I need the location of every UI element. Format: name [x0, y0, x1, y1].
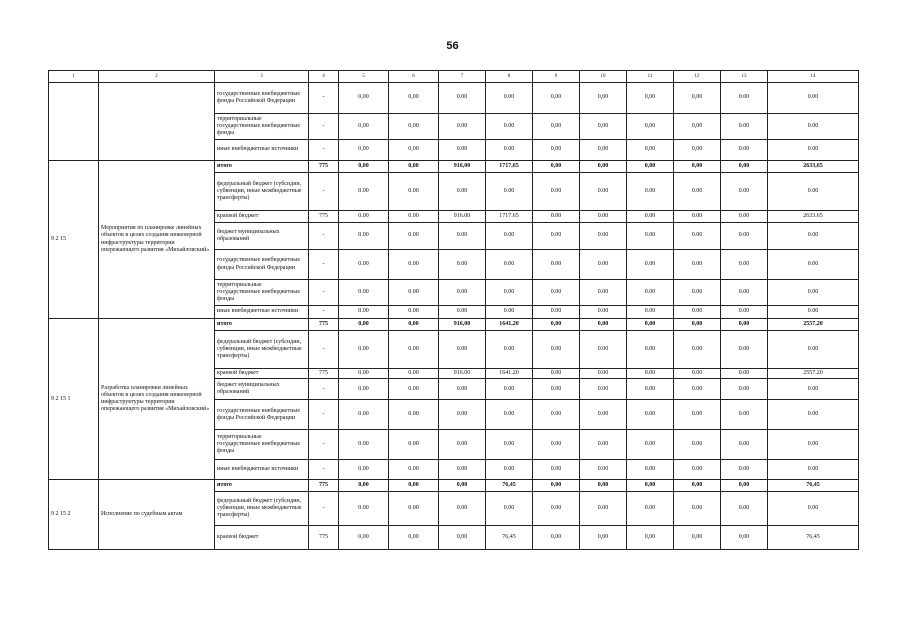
source-label: государственные внебюджетные фонды Российской Федерации	[215, 83, 309, 114]
value-cell: 0.00	[389, 400, 439, 430]
value-cell: 0,00	[627, 319, 674, 331]
value-cell: 0.00	[339, 306, 389, 319]
value-cell: 0,00	[533, 83, 580, 114]
value-cell: 0.00	[721, 331, 768, 369]
value-cell: 0.00	[486, 379, 533, 400]
source-label: территориальные государственные внебюджетные фонды	[215, 114, 309, 140]
table-row-total	[49, 319, 859, 331]
value-cell: 0,00	[627, 161, 674, 173]
source-label: бюджет муниципальных образований	[215, 379, 309, 400]
value-cell: 0.00	[580, 400, 627, 430]
value-cell: 2557.20	[768, 369, 859, 379]
item-name: Мероприятия по планировке линейных объектов в целях создания инженерной инфраструктуры территории опережающего развития «Михайловский»	[99, 161, 215, 319]
value-cell: 0.00	[721, 223, 768, 250]
value-cell: 775	[309, 319, 339, 331]
value-cell: 0.00	[580, 280, 627, 306]
value-cell: 0.00	[721, 250, 768, 280]
value-cell: 0.00	[721, 280, 768, 306]
source-label: федеральный бюджет (субсидии, субвенции, иные межбюджетные трансферты)	[215, 331, 309, 369]
value-cell: 0.00	[533, 306, 580, 319]
value-cell: 0,00	[389, 526, 439, 550]
value-cell: 0.00	[721, 369, 768, 379]
table-row-total	[49, 161, 859, 173]
value-cell: 0.00	[339, 173, 389, 211]
value-cell: 916.00	[439, 211, 486, 223]
source-label: итого	[215, 319, 309, 331]
value-cell: 0.00	[580, 173, 627, 211]
value-cell: -	[309, 83, 339, 114]
value-cell: 0.00	[768, 400, 859, 430]
value-cell: 0.00	[580, 369, 627, 379]
header-cell: 10	[580, 71, 627, 83]
value-cell: 0,00	[533, 319, 580, 331]
value-cell: 0.00	[768, 250, 859, 280]
value-cell: 0.00	[486, 173, 533, 211]
value-cell: 0.00	[389, 492, 439, 526]
header-cell: 8	[486, 71, 533, 83]
value-cell: 0.00	[533, 173, 580, 211]
value-cell: 0.00	[389, 211, 439, 223]
value-cell: 0.00	[580, 223, 627, 250]
value-cell: 775	[309, 211, 339, 223]
value-cell: 0,00	[721, 319, 768, 331]
value-cell: 0,00	[674, 161, 721, 173]
value-cell: 0.00	[721, 83, 768, 114]
page-number: 56	[446, 40, 459, 52]
value-cell: 0.00	[486, 223, 533, 250]
item-name: Разработка планировки линейных объектов в целях создания инженерной инфраструктуры территории опережающего развития «Михайловский»	[99, 319, 215, 480]
value-cell: 0.00	[486, 114, 533, 140]
item-code: 9 2 15	[49, 161, 99, 319]
value-cell: 0.00	[439, 306, 486, 319]
item-code: 9 2 15 2	[49, 480, 99, 550]
value-cell: -	[309, 430, 339, 460]
value-cell: 775	[309, 369, 339, 379]
header-cell: 6	[389, 71, 439, 83]
value-cell: 0.00	[674, 306, 721, 319]
table-row-total	[49, 480, 859, 492]
value-cell: 0.00	[533, 280, 580, 306]
value-cell: 916.00	[439, 369, 486, 379]
value-cell: 0.00	[580, 331, 627, 369]
value-cell: 0.00	[627, 492, 674, 526]
value-cell: 0.00	[486, 306, 533, 319]
value-cell: 0.00	[439, 223, 486, 250]
value-cell: 76,45	[768, 526, 859, 550]
value-cell: -	[309, 379, 339, 400]
value-cell: 0.00	[768, 173, 859, 211]
value-cell: 0,00	[627, 83, 674, 114]
value-cell: 0.00	[768, 280, 859, 306]
value-cell: 2633.65	[768, 211, 859, 223]
value-cell: 2557,20	[768, 319, 859, 331]
value-cell: 0.00	[674, 173, 721, 211]
value-cell: 775	[309, 480, 339, 492]
value-cell: 0.00	[721, 211, 768, 223]
source-label: федеральный бюджет (субсидии, субвенции, иные межбюджетные трансферты)	[215, 173, 309, 211]
value-cell: 0.00	[674, 250, 721, 280]
value-cell: 0.00	[339, 211, 389, 223]
value-cell: 0.00	[533, 460, 580, 480]
value-cell: 0.00	[339, 430, 389, 460]
source-label: бюджет муниципальных образований	[215, 223, 309, 250]
header-cell: 7	[439, 71, 486, 83]
value-cell: 0.00	[627, 250, 674, 280]
value-cell: 0.00	[768, 306, 859, 319]
value-cell: 0.00	[768, 492, 859, 526]
value-cell: 0.00	[439, 83, 486, 114]
value-cell: 0.00	[674, 430, 721, 460]
value-cell: 0,00	[339, 480, 389, 492]
value-cell: 0.00	[721, 173, 768, 211]
value-cell: 0.00	[439, 331, 486, 369]
value-cell: 0,00	[339, 114, 389, 140]
value-cell: 0.00	[768, 114, 859, 140]
value-cell: 0.00	[627, 223, 674, 250]
value-cell: 0.00	[533, 223, 580, 250]
value-cell: 0,00	[389, 480, 439, 492]
value-cell: 0.00	[339, 280, 389, 306]
value-cell: 0.00	[533, 331, 580, 369]
value-cell: 0.00	[339, 369, 389, 379]
value-cell: -	[309, 173, 339, 211]
value-cell: 0,00	[580, 83, 627, 114]
value-cell: 76,45	[768, 480, 859, 492]
value-cell: 0.00	[389, 331, 439, 369]
value-cell: 2633,65	[768, 161, 859, 173]
value-cell: 0.00	[533, 400, 580, 430]
header-cell: 13	[721, 71, 768, 83]
value-cell: 0,00	[389, 140, 439, 161]
source-label: государственные внебюджетные фонды Российской Федерации	[215, 400, 309, 430]
value-cell: 0,00	[674, 114, 721, 140]
value-cell: 0.00	[580, 379, 627, 400]
value-cell: 0.00	[627, 173, 674, 211]
value-cell: 0.00	[721, 114, 768, 140]
value-cell: 0.00	[389, 430, 439, 460]
value-cell: -	[309, 460, 339, 480]
source-label: федеральный бюджет (субсидии, субвенции, иные межбюджетные трансферты)	[215, 492, 309, 526]
value-cell: 0.00	[486, 400, 533, 430]
header-cell: 4	[309, 71, 339, 83]
header-cell: 14	[768, 71, 859, 83]
value-cell: 0.00	[486, 83, 533, 114]
value-cell: 0.00	[486, 460, 533, 480]
value-cell: 0.00	[674, 211, 721, 223]
value-cell: 0.00	[439, 379, 486, 400]
header-cell: 2	[99, 71, 215, 83]
value-cell: 0.00	[389, 379, 439, 400]
value-cell: 0.00	[768, 331, 859, 369]
value-cell: 1641.20	[486, 369, 533, 379]
value-cell: 0,00	[674, 140, 721, 161]
name-cell	[99, 83, 215, 161]
value-cell: 0,00	[339, 319, 389, 331]
value-cell: 0.00	[674, 492, 721, 526]
header-cell: 11	[627, 71, 674, 83]
value-cell: 0,00	[533, 114, 580, 140]
value-cell: 1641,20	[486, 319, 533, 331]
value-cell: 0.00	[674, 331, 721, 369]
value-cell: 0.00	[580, 250, 627, 280]
value-cell: 0.00	[580, 306, 627, 319]
value-cell: 0.00	[533, 250, 580, 280]
value-cell: 0,00	[389, 83, 439, 114]
value-cell: 0.00	[533, 379, 580, 400]
item-name: Исполнение по судебным актам	[99, 480, 215, 550]
value-cell: 0.00	[721, 460, 768, 480]
value-cell: 0,00	[580, 161, 627, 173]
value-cell: 0.00	[627, 400, 674, 430]
value-cell: 0,00	[389, 114, 439, 140]
source-label: краевой бюджет	[215, 369, 309, 379]
value-cell: 0.00	[389, 173, 439, 211]
value-cell: 0,00	[674, 480, 721, 492]
value-cell: 0.00	[339, 331, 389, 369]
value-cell: 0.00	[627, 331, 674, 369]
value-cell: 0.00	[721, 400, 768, 430]
source-label: территориальные государственные внебюджетные фонды	[215, 280, 309, 306]
value-cell: 0.00	[674, 280, 721, 306]
value-cell: 0.00	[627, 379, 674, 400]
value-cell: 0.00	[533, 369, 580, 379]
value-cell: 0.00	[721, 379, 768, 400]
value-cell: -	[309, 400, 339, 430]
value-cell: 0.00	[627, 369, 674, 379]
value-cell: 0.00	[768, 430, 859, 460]
value-cell: 0.00	[768, 223, 859, 250]
value-cell: 0,00	[533, 480, 580, 492]
value-cell: 0.00	[439, 250, 486, 280]
value-cell: 0.00	[580, 460, 627, 480]
value-cell: 916,00	[439, 319, 486, 331]
value-cell: -	[309, 331, 339, 369]
value-cell: 0.00	[580, 492, 627, 526]
value-cell: 0.00	[627, 430, 674, 460]
value-cell: 0.00	[486, 492, 533, 526]
value-cell: 0,00	[721, 161, 768, 173]
value-cell: 0.00	[486, 331, 533, 369]
value-cell: 0,00	[674, 526, 721, 550]
value-cell: 0.00	[674, 379, 721, 400]
value-cell: 0.00	[339, 460, 389, 480]
value-cell: 0.00	[439, 280, 486, 306]
value-cell: 0.00	[627, 280, 674, 306]
value-cell: 0.00	[580, 211, 627, 223]
source-label: иные внебюджетные источники	[215, 306, 309, 319]
value-cell: 0.00	[533, 211, 580, 223]
value-cell: 0.00	[486, 280, 533, 306]
value-cell: 0.00	[439, 430, 486, 460]
value-cell: 0.00	[389, 223, 439, 250]
value-cell: 0.00	[389, 460, 439, 480]
header-cell: 3	[215, 71, 309, 83]
table-row	[49, 83, 859, 114]
value-cell: 0.00	[439, 173, 486, 211]
value-cell: 0.00	[486, 250, 533, 280]
value-cell: 0,00	[580, 480, 627, 492]
value-cell: 0,00	[627, 114, 674, 140]
header-cell: 5	[339, 71, 389, 83]
source-label: иные внебюджетные источники	[215, 460, 309, 480]
value-cell: 0,00	[533, 161, 580, 173]
budget-table	[48, 70, 859, 550]
header-cell: 1	[49, 71, 99, 83]
value-cell: 0,00	[580, 114, 627, 140]
value-cell: 0.00	[674, 460, 721, 480]
value-cell: 0.00	[339, 250, 389, 280]
code-cell	[49, 83, 99, 161]
item-code: 9 2 15 1	[49, 319, 99, 480]
value-cell: 76,45	[486, 526, 533, 550]
value-cell: -	[309, 492, 339, 526]
value-cell: 0.00	[768, 140, 859, 161]
value-cell: 0,00	[339, 140, 389, 161]
value-cell: 0.00	[339, 379, 389, 400]
value-cell: -	[309, 223, 339, 250]
value-cell: 0.00	[721, 306, 768, 319]
value-cell: 0,00	[674, 83, 721, 114]
value-cell: 0,00	[580, 140, 627, 161]
value-cell: 0,00	[627, 480, 674, 492]
value-cell: 0.00	[439, 492, 486, 526]
value-cell: 0.00	[580, 430, 627, 460]
value-cell: 0.00	[674, 400, 721, 430]
value-cell: 0.00	[389, 306, 439, 319]
value-cell: 0.00	[721, 430, 768, 460]
value-cell: 0,00	[627, 140, 674, 161]
value-cell: 76,45	[486, 480, 533, 492]
value-cell: 1717.65	[486, 211, 533, 223]
value-cell: 0,00	[439, 480, 486, 492]
value-cell: 916,00	[439, 161, 486, 173]
value-cell: 0.00	[627, 460, 674, 480]
value-cell: 0.00	[768, 83, 859, 114]
value-cell: 775	[309, 161, 339, 173]
value-cell: 0.00	[533, 492, 580, 526]
value-cell: 0.00	[721, 492, 768, 526]
value-cell: 0.00	[439, 140, 486, 161]
value-cell: 0.00	[768, 379, 859, 400]
value-cell: 0.00	[439, 400, 486, 430]
value-cell: 0.00	[389, 280, 439, 306]
source-label: итого	[215, 161, 309, 173]
value-cell: 0.00	[674, 369, 721, 379]
value-cell: 0,00	[339, 83, 389, 114]
value-cell: 0,00	[533, 140, 580, 161]
value-cell: 0.00	[768, 460, 859, 480]
value-cell: 0,00	[721, 526, 768, 550]
value-cell: 0.00	[339, 400, 389, 430]
value-cell: 0.00	[486, 430, 533, 460]
value-cell: 0,00	[627, 526, 674, 550]
value-cell: 0,00	[339, 161, 389, 173]
value-cell: 0.00	[533, 430, 580, 460]
header-cell: 9	[533, 71, 580, 83]
source-label: иные внебюджетные источники	[215, 140, 309, 161]
value-cell: 0.00	[439, 114, 486, 140]
value-cell: 0,00	[339, 526, 389, 550]
value-cell: 0.00	[389, 369, 439, 379]
source-label: территориальные государственные внебюджетные фонды	[215, 430, 309, 460]
value-cell: 0,00	[389, 319, 439, 331]
value-cell: 775	[309, 526, 339, 550]
value-cell: 0,00	[721, 480, 768, 492]
value-cell: 0.00	[389, 250, 439, 280]
value-cell: 0,00	[674, 319, 721, 331]
value-cell: 0,00	[580, 319, 627, 331]
source-label: краевой бюджет	[215, 211, 309, 223]
header-row	[49, 71, 859, 83]
value-cell: -	[309, 306, 339, 319]
value-cell: -	[309, 140, 339, 161]
value-cell: -	[309, 280, 339, 306]
value-cell: 0.00	[674, 223, 721, 250]
source-label: итого	[215, 480, 309, 492]
value-cell: 0.00	[339, 492, 389, 526]
value-cell: 0.00	[486, 140, 533, 161]
value-cell: 0.00	[439, 460, 486, 480]
value-cell: -	[309, 114, 339, 140]
value-cell: 0.00	[339, 223, 389, 250]
value-cell: 0.00	[627, 211, 674, 223]
source-label: краевой бюджет	[215, 526, 309, 550]
value-cell: 0,00	[389, 161, 439, 173]
value-cell: 1717,65	[486, 161, 533, 173]
value-cell: 0.00	[721, 140, 768, 161]
value-cell: 0,00	[439, 526, 486, 550]
value-cell: -	[309, 250, 339, 280]
header-cell: 12	[674, 71, 721, 83]
source-label: государственные внебюджетные фонды Российской Федерации	[215, 250, 309, 280]
value-cell: 0,00	[533, 526, 580, 550]
value-cell: 0.00	[627, 306, 674, 319]
value-cell: 0,00	[580, 526, 627, 550]
